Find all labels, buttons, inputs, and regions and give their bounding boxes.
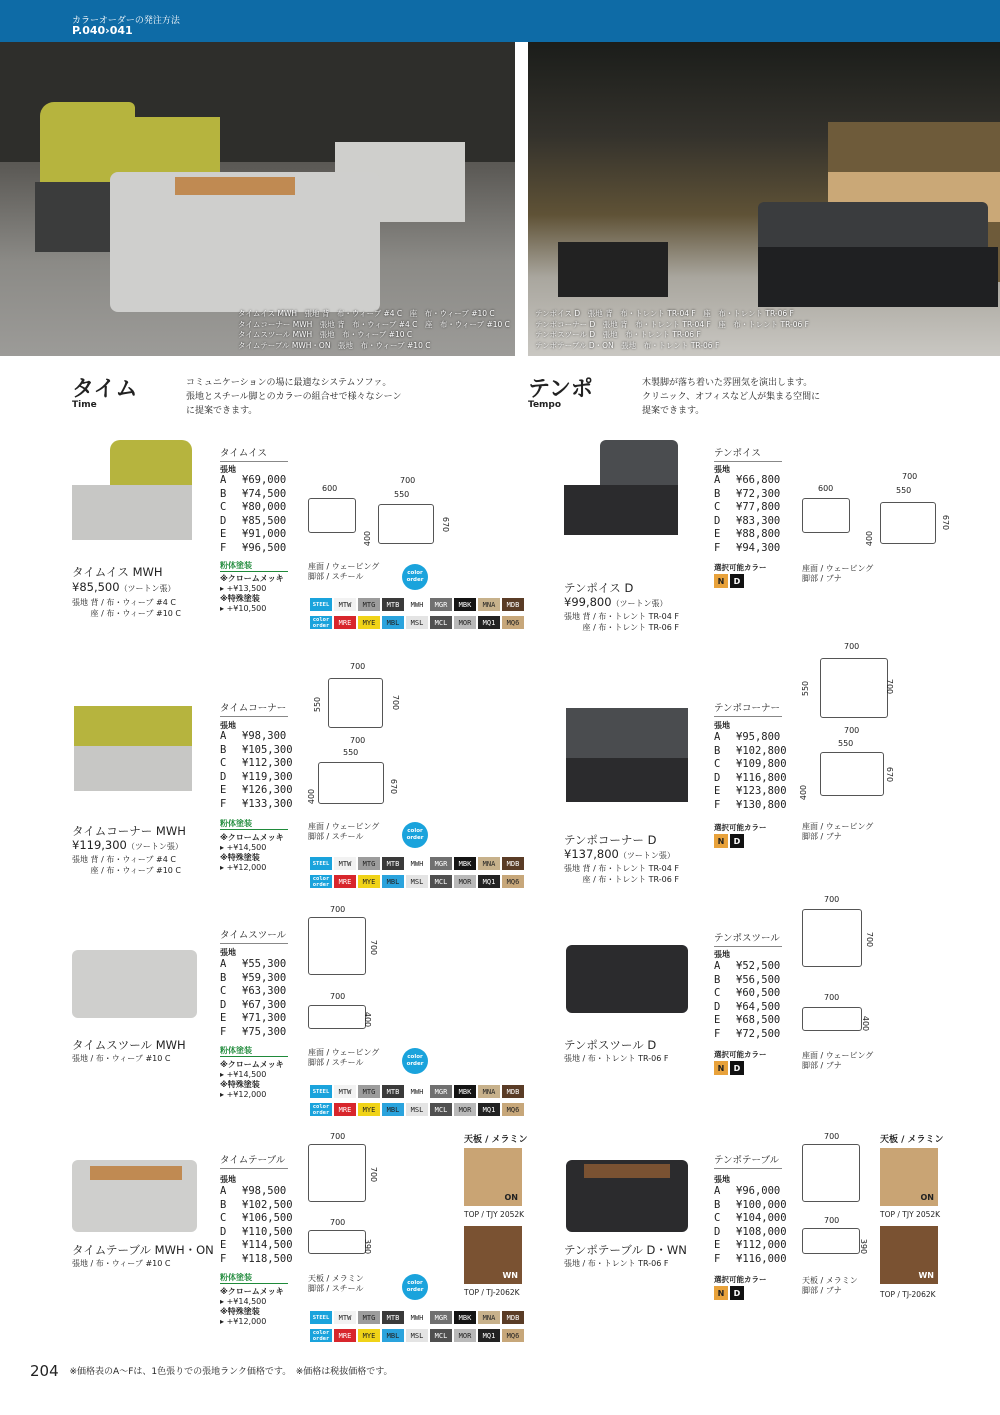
tempo-subtitle: Tempo bbox=[528, 400, 562, 410]
color-order-row: color order MRE MYE MBL MSL MCL MOR MQ1 MQ6 bbox=[310, 616, 524, 629]
steel-color-row: STEEL MTW MTG MTB MWH MGR MBK MNA MDB bbox=[310, 598, 524, 611]
tempo-title: テンポ bbox=[528, 377, 593, 402]
product-tempo-chair: テンポイス D ¥99,800（ツートン張） 張地 背 / 布・トレント TR-04 F 座 / 布・トレント TR-06 F テンポイス 張地 A ¥66,800 B ¥72,300 C ¥77,800 D ¥83,300 E ¥88,800 F ¥94,300 選択可能カラー N D 600 700 550 670 400 座面 / ウェービング 脚部 / ブナ bbox=[518, 440, 988, 670]
product-time-table: タイムテーブル MWH・ON 張地 / 布・ウィーブ #10 C タイムテーブル 張地 A ¥98,500 B ¥102,500 C ¥106,500 D ¥110,500 E ¥114,500 F ¥118,500 粉体塗装 ※クロームメッキ ▸ +¥14,500 ※特殊塗装 ▸ +¥12,000 700 700 700 390 天板 / メラミン 脚部 / スチール color order 天板 / メラミン ON TOP / TJY 2052K WN TOP / TJ-2062K bbox=[72, 1132, 528, 1326]
side-drawing bbox=[378, 504, 434, 544]
product-tempo-table: テンポテーブル D・WN 張地 / 布・トレント TR-06 F テンポテーブル 張地 A ¥96,000 B ¥100,000 C ¥104,000 D ¥108,000 E ¥112,000 F ¥116,000 選択可能カラー N D 700 700 390 天板 / メラミン 脚部 / ブナ 天板 / メラミン ON TOP / TJY 2052K WN TOP / TJ-2062K bbox=[564, 1132, 944, 1299]
time-title: タイム bbox=[72, 377, 138, 402]
walnut-swatch: WN bbox=[464, 1226, 522, 1284]
header-page-ref: P.040›041 bbox=[72, 24, 133, 37]
page-number: 204 bbox=[30, 1362, 59, 1380]
product-time-stool: タイムスツール MWH 張地 / 布・ウィーブ #10 C タイムスツール 張地 A ¥55,300 B ¥59,300 C ¥63,300 D ¥67,300 E ¥71,300 F ¥75,300 粉体塗装 ※クロームメッキ ▸ +¥14,500 ※特殊塗装 ▸ +¥12,000 700 700 700 400 座面 / ウェービング 脚部 / スチール color order bbox=[60, 905, 530, 1135]
header-title: カラーオーダーの発注方法 bbox=[72, 16, 180, 26]
oak-swatch: ON bbox=[464, 1148, 522, 1206]
product-tempo-stool: テンポスツール D 張地 / 布・トレント TR-06 F テンポスツール 張地 A ¥52,500 B ¥56,500 C ¥60,500 D ¥64,500 E ¥68,500 F ¥72,500 選択可能カラー N D 700 700 700 400 座面 / ウェービング 脚部 / ブナ bbox=[518, 895, 988, 1125]
plan-drawing bbox=[308, 498, 356, 533]
product-time-corner: タイムコーナー MWH ¥119,300（ツートン張） 張地 背 / 布・ウィーブ #4 C 座 / 布・ウィーブ #10 C タイムコーナー 張地 A ¥98,300 B ¥105,300 C ¥112,300 D ¥119,300 E ¥126,300 F ¥133,300 粉体塗装 ※クロームメッキ ▸ +¥14,500 ※特殊塗装 ▸ +¥12,000 700 550 700 700 550 670 400 座面 / ウェービング 脚部 / スチール color order bbox=[60, 670, 530, 900]
product-tempo-corner: テンポコーナー D ¥137,800（ツートン張） 張地 背 / 布・トレント TR-04 F 座 / 布・トレント TR-06 F テンポコーナー 張地 A ¥95,800 B ¥102,800 C ¥109,800 D ¥116,800 E ¥123,800 F ¥130,800 選択可能カラー N D 700 550 700 700 550 670 400 座面 / ウェービング 脚部 / ブナ bbox=[564, 642, 895, 884]
time-chair-seat bbox=[72, 485, 192, 540]
page-footer: 204 ※価格表のA〜Fは、1色張りでの張地ランク価格です。 ※価格は税抜価格です。 bbox=[30, 1362, 393, 1380]
time-subtitle: Time bbox=[72, 400, 97, 410]
page-header bbox=[0, 0, 1000, 42]
price-table: A ¥69,000 B ¥74,500 C ¥80,000 D ¥85,500 E ¥91,000 F ¥96,500 bbox=[220, 474, 287, 554]
right-photo-caption: テンポイス D 張地 背 布・トレント TR-04 F 座 布・トレント TR-06 F テンポコーナー D 張地 背 布・トレント TR-04 F 座 布・トレント TR-06 F テンポスツール D 張地 布・トレント TR-06 F テンポテーブル D・ON 張地 布・トレント TR-06 F bbox=[535, 309, 809, 350]
tempo-description: 木製脚が落ち着いた雰囲気を演出します。 クリニック、オフィスなど人が集まる空間に 提案できます。 bbox=[642, 378, 821, 416]
product-time-chair: タイムイス MWH ¥85,500（ツートン張） 張地 背 / 布・ウィーブ #4 C 座 / 布・ウィーブ #10 C タイムイス 張地 A ¥69,000 B ¥74,500 C ¥80,000 D ¥85,500 E ¥91,000 F ¥96,500 粉体塗装 ※クロームメッキ ▸ +¥13,500 ※特殊塗装 ▸ +¥10,500 600 700 550 670 400 座面 / ウェービング 脚部 / スチール color order bbox=[60, 440, 530, 670]
left-photo-caption: タイムイス MWH 張地 背 布・ウィーブ #4 C 座 布・ウィーブ #10 C タイムコーナー MWH 張地 背 布・ウィーブ #4 C 座 布・ウィーブ #10 C タイムスツール MWH 張地 布・ウィーブ #10 C タイムテーブル MWH・ON 張地 布・ウィーブ #10 C bbox=[238, 309, 510, 350]
time-description: コミュニケーションの場に最適なシステムソファ。 張地とスチール脚とのカラーの組合せで様々なシーン に提案できます。 bbox=[186, 378, 402, 416]
